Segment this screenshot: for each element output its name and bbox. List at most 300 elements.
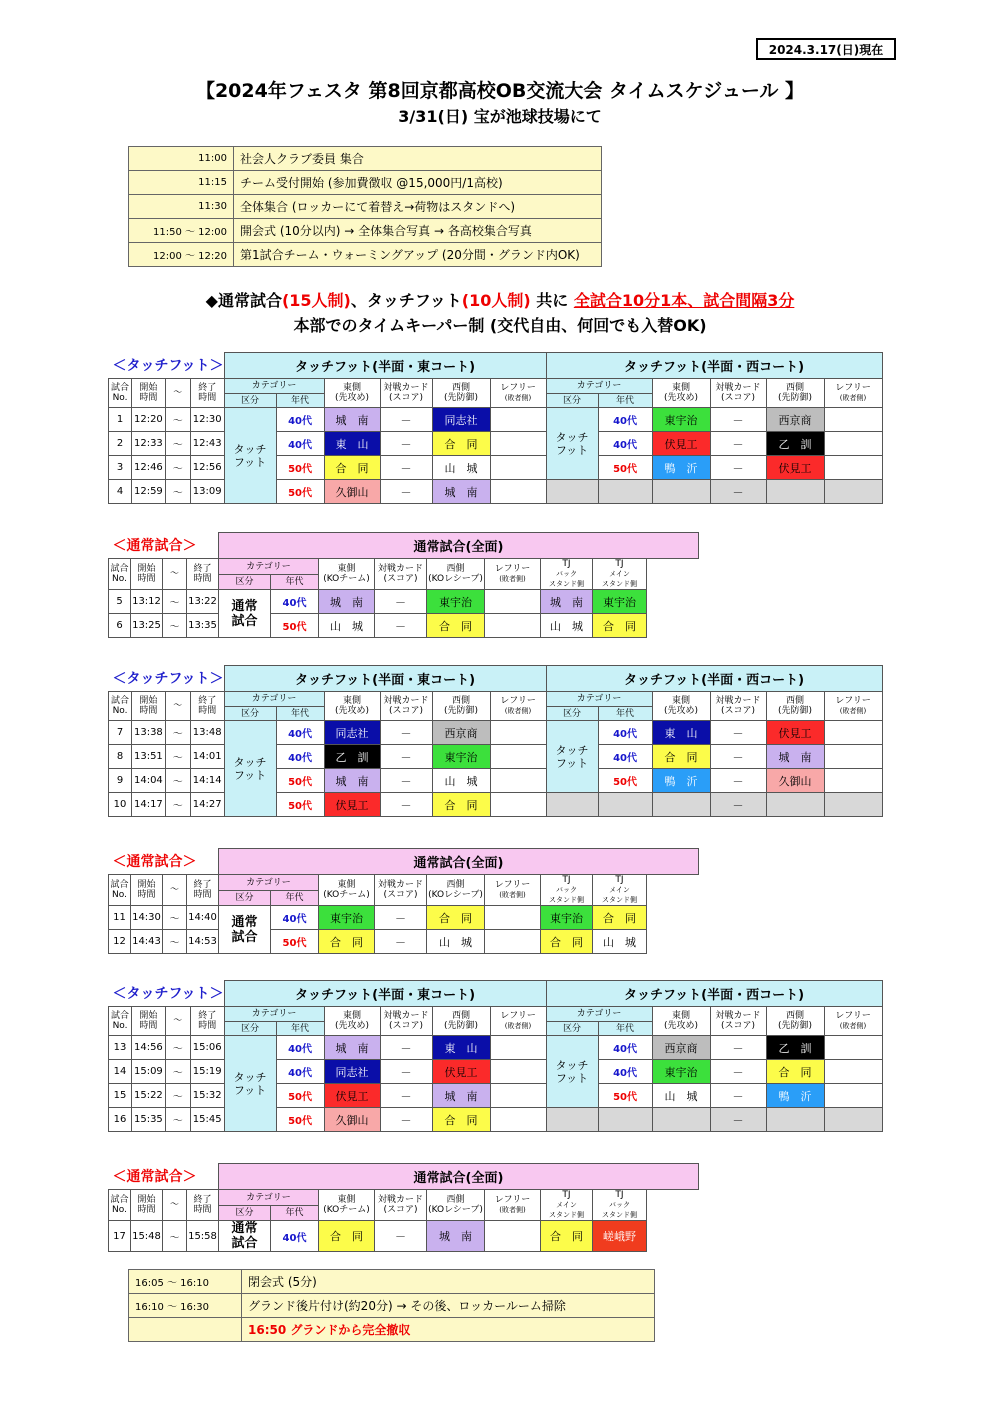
category-text: 試合 [231,613,258,629]
empty-cell [766,1108,824,1132]
score-card: － [710,745,766,769]
as-of-date: 2024.3.17(日)現在 [756,38,896,60]
age-group: 40代 [271,906,319,930]
west-team: 山 城 [427,930,485,954]
referee [485,614,541,638]
col-header-start [132,379,166,408]
court-title-full: 通常試合(全面) [219,1164,699,1190]
match-row [109,721,883,745]
header-text: 時間 [193,1205,212,1215]
header-text: 西側 [786,383,805,393]
court-title-west: タッチフット(半面・西コート) [546,981,882,1007]
header-text: 西側 [786,1011,805,1021]
header-text: レフリー [494,880,531,890]
header-text: (先攻め) [335,1021,370,1031]
court-title-east: タッチフット(半面・東コート) [224,666,546,692]
col-header-category: カテゴリー [219,875,319,891]
col-header-east [324,1007,380,1036]
header-text: 開始 [137,1195,156,1205]
header-text: ～ [169,1200,179,1210]
age-group: 40代 [598,1060,652,1084]
prelim-time: 11:30 [129,195,234,219]
col-header-no [109,1007,132,1036]
category-text: 通常 [231,598,258,614]
col-header-tilde [165,1007,190,1036]
score-card: － [375,614,427,638]
end-time: 15:06 [190,1036,224,1060]
match-table-6 [108,1163,699,1252]
age-group: 40代 [276,721,324,745]
match-no: 2 [109,432,132,456]
age-group: 40代 [276,745,324,769]
time-separator: ～ [163,906,187,930]
west-team: 伏見工 [432,1060,490,1084]
col-header-tilde [163,1190,187,1221]
header-text: レフリー [835,1011,871,1021]
category-text: フット [233,768,267,782]
empty-cell [652,793,710,817]
age-group: 50代 [598,456,652,480]
header-text: (KOチーム) [323,1205,370,1215]
east-team: 城 南 [324,408,380,432]
tj-team: 城 南 [541,590,593,614]
tj-team: 合 同 [593,906,647,930]
category-text: 通常 [231,914,258,930]
start-time: 14:17 [132,793,166,817]
col-header-referee [490,379,546,408]
start-time: 13:25 [131,614,163,638]
header-text: No. [112,706,128,716]
header-text: 西側 [446,1195,465,1205]
col-header-score [380,379,432,408]
end-time: 13:09 [190,480,224,504]
age-group: 50代 [271,614,319,638]
col-header-category: カテゴリー [224,1007,324,1022]
header-text: 時間 [193,890,212,900]
header-text: (敗者側) [504,707,532,715]
end-time: 13:48 [190,721,224,745]
end-time: 12:56 [190,456,224,480]
referee [485,1221,541,1252]
col-header-kubun: 区分 [224,1022,276,1036]
header-text: スタンド側 [602,580,637,588]
match-no: 1 [109,408,132,432]
section-label: ＜タッチフット＞ [112,671,224,688]
header-text: 対戦カード [377,1195,423,1205]
col-header-referee [824,1007,882,1036]
east-team: 山 城 [652,1084,710,1108]
time-separator: ～ [165,721,190,745]
empty-cell [766,480,824,504]
header-text: (先攻め) [664,1021,699,1031]
header-text: 終了 [198,383,217,393]
page-subtitle: 3/31(日) 宝が池球技場にて [398,107,602,126]
east-team: 城 南 [319,590,375,614]
col-header-nendai: 年代 [276,1022,324,1036]
header-text: (スコア) [383,1205,418,1215]
east-team: 鴨 沂 [652,456,710,480]
header-text: (敗者側) [504,1022,532,1030]
col-header-referee [485,875,541,906]
end-time: 14:01 [190,745,224,769]
header-text: TJ [615,559,624,569]
west-team: 合 同 [432,432,490,456]
start-time: 14:56 [132,1036,166,1060]
age-group: 50代 [276,1084,324,1108]
header-text: (敗者側) [839,394,867,402]
header-text: No. [112,890,127,900]
col-header-category: カテゴリー [224,692,324,707]
header-text: (KOレシーブ) [428,890,483,900]
col-header-tj-1 [541,559,593,590]
score-card: － [710,432,766,456]
east-team: 合 同 [319,930,375,954]
col-header-tilde [163,559,187,590]
prelim-schedule [128,146,602,267]
category-text: 試合 [231,1236,258,1251]
age-group: 50代 [598,769,652,793]
prelim-row [129,219,602,243]
score-card: － [710,1108,766,1132]
end-time: 15:19 [190,1060,224,1084]
east-team: 乙 訓 [324,745,380,769]
age-group: 40代 [598,408,652,432]
col-header-tilde [163,875,187,906]
col-header-tilde [165,692,190,721]
header-text: 開始 [137,880,156,890]
col-header-kubun: 区分 [219,1206,271,1221]
header-text: 開始 [139,696,158,706]
header-text: TJ [615,1190,624,1200]
header-text: 時間 [139,393,158,403]
header-text: 時間 [137,574,156,584]
header-text: 終了 [193,564,212,574]
col-header-referee [490,1007,546,1036]
tj-team: 嵯峨野 [593,1221,647,1252]
west-team: 東宇治 [432,745,490,769]
header-text: (敗者側) [504,394,532,402]
court-title-west: タッチフット(半面・西コート) [546,353,882,379]
match-no: 9 [109,769,132,793]
col-header-no [109,379,132,408]
match-row [109,930,699,954]
header-text: 東側 [337,564,356,574]
tj-team: 合 同 [541,1221,593,1252]
score-card: － [710,480,766,504]
header-text: バック [609,1201,630,1209]
court-title-east: タッチフット(半面・東コート) [224,981,546,1007]
col-header-referee [824,692,882,721]
match-row [109,590,699,614]
age-group: 40代 [276,408,324,432]
age-group: 50代 [276,1108,324,1132]
empty-cell [546,1108,598,1132]
closing-row [129,1294,655,1318]
col-header-category: カテゴリー [546,379,652,394]
col-header-kubun: 区分 [224,394,276,408]
header-text: (先攻め) [664,706,699,716]
empty-cell [766,793,824,817]
referee [824,408,882,432]
col-header-score [375,1190,427,1221]
col-header-no [109,1190,131,1221]
referee [485,906,541,930]
match-table-3 [108,665,883,817]
referee [490,721,546,745]
header-text: 試合 [111,1011,130,1021]
east-team: 東 山 [324,432,380,456]
rules-text: (15人制) [281,291,351,310]
start-time: 15:22 [132,1084,166,1108]
closing-schedule [128,1269,655,1342]
header-text: (スコア) [389,706,424,716]
west-team: 合 同 [766,1060,824,1084]
age-group: 40代 [598,432,652,456]
rules-text: 、タッチフット [350,291,462,310]
category-text: タッチ [555,743,589,757]
col-header-east [319,559,375,590]
score-card: － [380,1108,432,1132]
rules-text: 全試合10分1本、試合間隔3分 [573,291,795,310]
age-group: 50代 [276,793,324,817]
header-text: 開始 [139,1011,158,1021]
col-header-category: カテゴリー [224,379,324,394]
header-text: ～ [173,1016,183,1026]
col-header-score [375,875,427,906]
age-group: 40代 [598,745,652,769]
empty-cell [652,1108,710,1132]
col-header-category: カテゴリー [219,1190,319,1206]
col-header-start [131,559,163,590]
header-text: (先防御) [778,1021,813,1031]
closing-row [129,1318,655,1342]
score-card: － [375,590,427,614]
score-card: － [710,1060,766,1084]
header-text: 時間 [137,1205,156,1215]
score-card: － [375,930,427,954]
col-header-kubun: 区分 [219,575,271,590]
col-header-referee [485,1190,541,1221]
court-title-west: タッチフット(半面・西コート) [546,666,882,692]
match-no: 17 [109,1221,131,1252]
header-text: 西側 [452,1011,471,1021]
header-text: 東側 [343,696,362,706]
empty-cell [598,1108,652,1132]
west-team: 東宇治 [427,590,485,614]
col-header-west [432,1007,490,1036]
header-text: 西側 [452,696,471,706]
category-text: タッチ [233,1070,267,1084]
col-header-score [710,1007,766,1036]
match-row [109,408,883,432]
header-text: (スコア) [721,393,756,403]
col-header-west [427,1190,485,1221]
col-header-score [710,692,766,721]
start-time: 13:38 [132,721,166,745]
east-team: 久御山 [324,1108,380,1132]
col-header-east [324,692,380,721]
header-text: スタンド側 [602,1211,637,1219]
west-team: 城 南 [432,1084,490,1108]
age-group: 40代 [276,1036,324,1060]
west-team: 合 同 [427,906,485,930]
category-touchfoot [224,1036,276,1132]
col-header-referee [824,379,882,408]
east-team: 山 城 [319,614,375,638]
match-no: 3 [109,456,132,480]
header-text: 試合 [111,383,130,393]
score-card: － [710,721,766,745]
score-card: － [380,1036,432,1060]
header-text: ～ [169,569,179,579]
score-card: － [380,793,432,817]
score-card: － [710,793,766,817]
col-header-west [766,379,824,408]
col-header-start [132,692,166,721]
col-header-no [109,875,131,906]
referee [824,456,882,480]
prelim-time: 12:00 ～ 12:20 [129,243,234,267]
col-header-kubun: 区分 [546,1022,598,1036]
referee [824,1036,882,1060]
col-header-kubun: 区分 [224,707,276,721]
time-separator: ～ [165,1060,190,1084]
start-time: 14:04 [132,769,166,793]
score-card: － [380,408,432,432]
start-time: 13:12 [131,590,163,614]
header-text: 西側 [446,880,465,890]
east-team: 合 同 [652,745,710,769]
start-time: 15:35 [132,1108,166,1132]
end-time: 13:35 [187,614,219,638]
referee [490,480,546,504]
prelim-text: 開会式 (10分以内) → 全体集合写真 → 各高校集合写真 [234,219,602,243]
age-group: 40代 [598,1036,652,1060]
header-text: 試合 [110,1195,129,1205]
col-header-nendai: 年代 [271,575,319,590]
category-text: フット [233,1083,267,1097]
age-group: 40代 [276,1060,324,1084]
age-group: 40代 [276,432,324,456]
referee [824,721,882,745]
col-header-tj-1 [541,1190,593,1221]
header-text: メイン [609,570,630,578]
rules-text: (10人制) [461,291,531,310]
header-text: TJ [615,875,624,885]
header-text: 対戦カード [715,696,761,706]
match-no: 15 [109,1084,132,1108]
category-text: 通常 [231,1221,258,1236]
header-text: ～ [169,885,179,895]
time-separator: ～ [165,432,190,456]
match-row [109,906,699,930]
referee [490,456,546,480]
closing-row [129,1270,655,1294]
time-separator: ～ [165,480,190,504]
match-no: 6 [109,614,131,638]
header-text: レフリー [500,696,536,706]
header-text: (敗者側) [499,1206,526,1214]
rules-text: ◆通常試合 [205,291,282,310]
header-text: 対戦カード [383,383,429,393]
end-time: 14:40 [187,906,219,930]
col-header-no [109,559,131,590]
header-text: (KOチーム) [323,890,370,900]
match-no: 16 [109,1108,132,1132]
col-header-category: カテゴリー [219,559,319,575]
age-group: 50代 [271,930,319,954]
score-card: － [380,721,432,745]
match-table-5 [108,980,883,1132]
col-header-referee [485,559,541,590]
end-time: 13:22 [187,590,219,614]
time-separator: ～ [163,1221,187,1252]
header-text: 終了 [198,1011,217,1021]
referee [490,1084,546,1108]
header-text: (敗者側) [839,707,867,715]
category-touchfoot [546,1036,598,1108]
east-team: 伏見工 [324,1084,380,1108]
prelim-time: 11:00 [129,147,234,171]
time-separator: ～ [165,1036,190,1060]
header-text: 西側 [452,383,471,393]
west-team: 西京商 [432,721,490,745]
col-header-kubun: 区分 [219,891,271,906]
end-time: 15:45 [190,1108,224,1132]
header-text: (先防御) [444,1021,479,1031]
score-card: － [375,906,427,930]
referee [490,408,546,432]
header-text: ～ [173,701,183,711]
category-text: タッチ [555,430,589,444]
header-text: 東側 [343,383,362,393]
score-card: － [380,1060,432,1084]
header-text: (先防御) [778,393,813,403]
score-card: － [380,456,432,480]
header-text: 対戦カード [383,696,429,706]
header-text: 対戦カード [377,564,423,574]
match-no: 8 [109,745,132,769]
col-header-nendai: 年代 [598,394,652,408]
east-team: 西京商 [652,1036,710,1060]
col-header-nendai: 年代 [598,1022,652,1036]
col-header-kubun: 区分 [546,394,598,408]
header-text: (スコア) [389,1021,424,1031]
referee [824,432,882,456]
header-text: 時間 [139,706,158,716]
west-team: 東 山 [432,1036,490,1060]
west-team: 伏見工 [766,456,824,480]
header-text: (敗者側) [499,575,526,583]
section-label: ＜通常試合＞ [112,854,197,871]
category-text: フット [555,1071,589,1085]
header-text: バック [556,570,577,578]
col-header-nendai: 年代 [276,394,324,408]
header-text: レフリー [835,696,871,706]
col-header-end [187,1190,219,1221]
court-title-full: 通常試合(全面) [219,849,699,875]
score-card: － [710,408,766,432]
score-card: － [380,1084,432,1108]
header-text: 東側 [343,1011,362,1021]
west-team: 伏見工 [766,721,824,745]
header-text: 対戦カード [377,880,423,890]
west-team: 久御山 [766,769,824,793]
col-header-east [319,875,375,906]
header-text: (スコア) [721,706,756,716]
header-text: (先攻め) [664,393,699,403]
header-text: (スコア) [721,1021,756,1031]
